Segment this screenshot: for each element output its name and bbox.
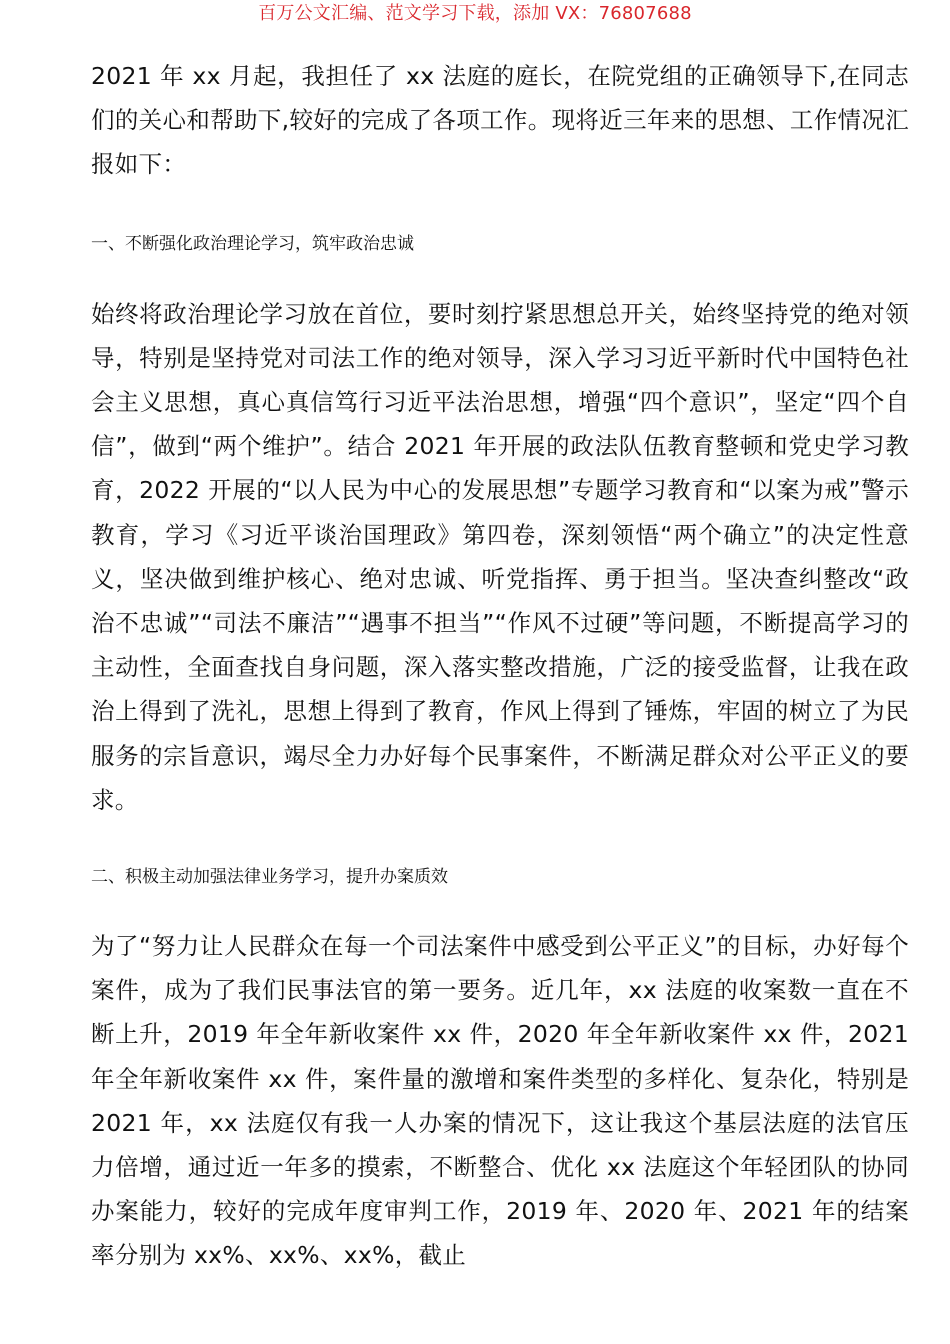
watermark-banner: 百万公文汇编、范文学习下载，添加 VX：76807688: [258, 3, 692, 24]
section-heading-2: 二、积极主动加强法律业务学习，提升办案质效: [91, 867, 448, 888]
section-heading-1: 一、不断强化政治理论学习，筑牢政治忠诚: [91, 233, 414, 254]
intro-paragraph: 2021 年 xx 月起，我担任了 xx 法庭的庭长，在院党组的正确领导下,在同志们的关心和帮助下,较好的完成了各项工作。现将近三年来的思想、工作情况汇报如下：: [91, 62, 909, 179]
document-body: [91, 54, 909, 1278]
section-body-1: 始终将政治理论学习放在首位，要时刻拧紧思想总开关，始终坚持党的绝对领导，特别是坚持党对司法工作的绝对领导，深入学习习近平新时代中国特色社会主义思想，真心真信笃行习近平法治思想，增强“四个意识”，坚定“四个自信”，做到“两个维护”。结合 2021 年开展的政法队伍教育整顿和党史学习教育，2022 开展的“以人民为中心的发展思想”专题学习教育和“以案为戒”警示教育，学习《习近平谈治国理政》第四卷，深刻领悟“两个确立”的决定性意义，坚决做到维护核心、绝对忠诚、听党指挥、勇于担当。坚决查纠整改“政治不忠诚”“司法不廉洁”“遇事不担当”“作风不过硬”等问题，不断提高学习的主动性，全面查找自身问题，深入落实整改措施，广泛的接受监督，让我在政治上得到了洗礼，思想上得到了教育，作风上得到了锤炼，牢固的树立了为民服务的宗旨意识，竭尽全力办好每个民事案件，不断满足群众对公平正义的要求。: [91, 299, 909, 814]
section-body-2: 为了“努力让人民群众在每一个司法案件中感受到公平正义”的目标，办好每个案件，成为了我们民事法官的第一要务。近几年，xx 法庭的收案数一直在不断上升，2019 年全年新收案件 xx 件，2020 年全年新收案件 xx 件，2021 年全年新收案件 xx 件，案件量的激增和案件类型的多样化、复杂化，特别是 2021 年，xx 法庭仅有我一人办案的情况下，这让我这个基层法庭的法官压力倍增，通过近一年多的摸索，不断整合、优化 xx 法庭这个年轻团队的协同办案能力，较好的完成年度审判工作，2019 年、2020 年、2021 年的结案率分别为 xx%、xx%、xx%，截止: [91, 932, 909, 1270]
